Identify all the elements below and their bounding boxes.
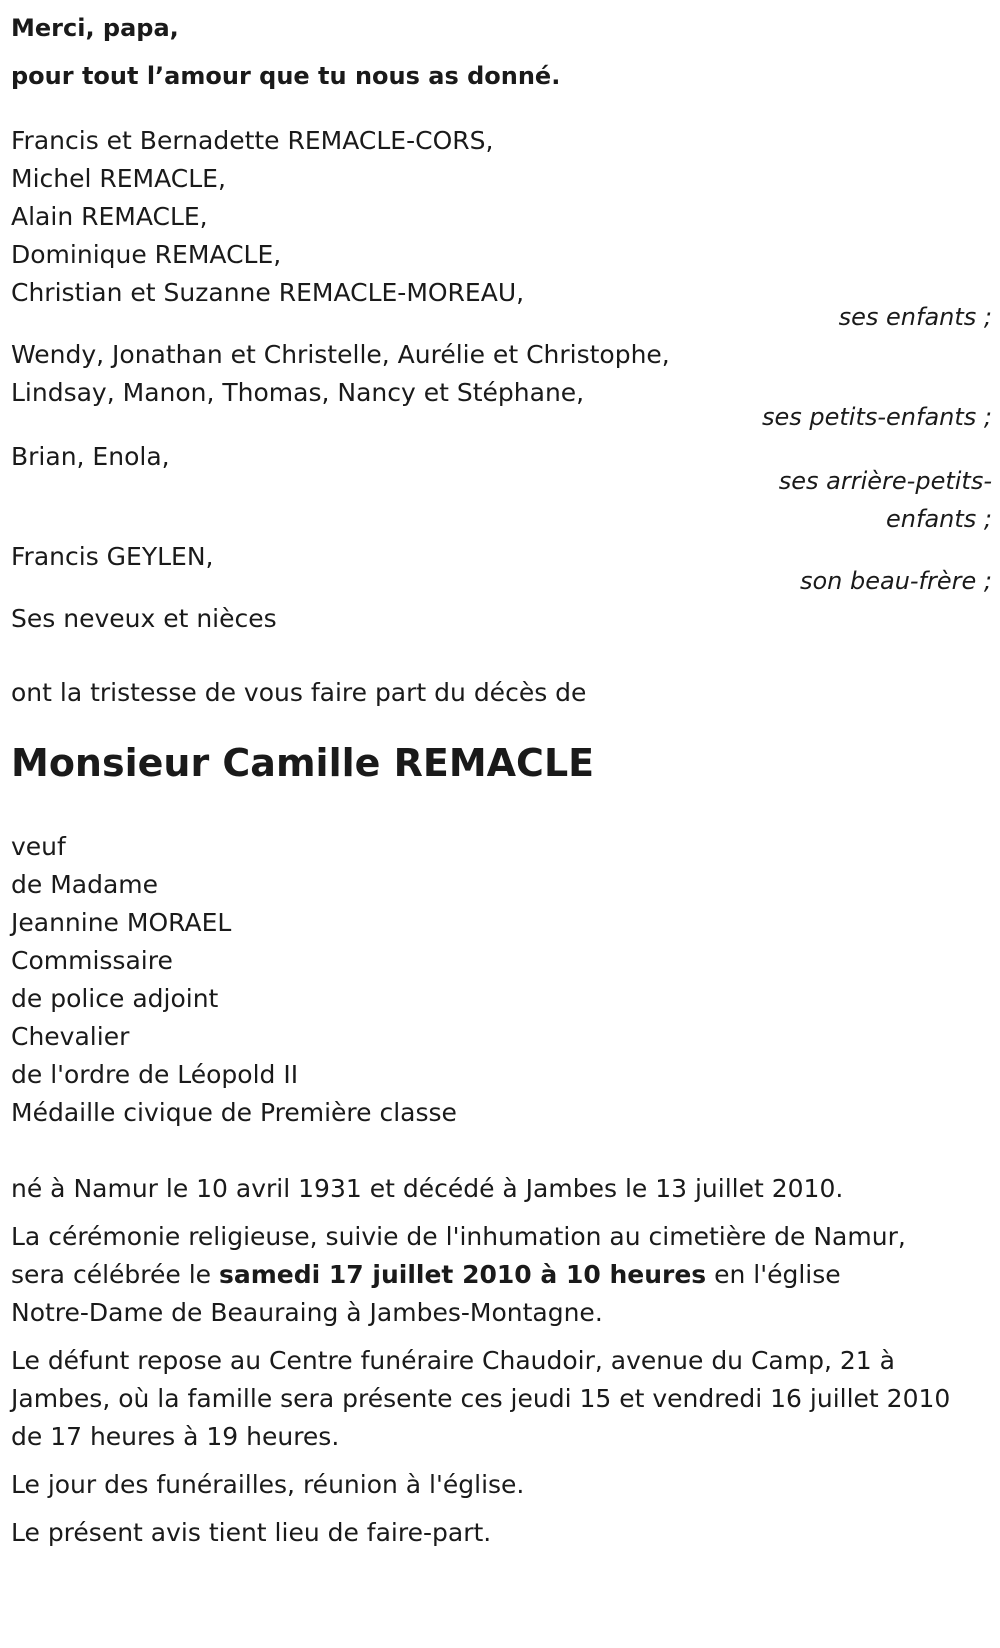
child-name: Michel REMACLE, bbox=[11, 164, 226, 193]
ceremony-date: samedi 17 juillet 2010 à 10 heures bbox=[218, 1260, 707, 1289]
repose-line-3: de 17 heures à 19 heures. bbox=[11, 1422, 340, 1451]
repose-paragraph bbox=[11, 1342, 991, 1456]
nephews-line: Ses neveux et nièces bbox=[11, 604, 277, 633]
ceremony-line-2 bbox=[11, 1256, 991, 1294]
child-name: Dominique REMACLE, bbox=[11, 240, 282, 269]
grandchild-names: Wendy, Jonathan et Christelle, Aurélie et Christophe, bbox=[11, 340, 670, 369]
repose-line-1: Le défunt repose au Centre funéraire Chaudoir, avenue du Camp, 21 à bbox=[11, 1346, 895, 1375]
great-grandchildren-relation-1: ses arrière-petits- bbox=[778, 467, 992, 495]
children-relation: ses enfants ; bbox=[838, 303, 992, 331]
grandchildren-section bbox=[11, 336, 991, 436]
detail-line: de police adjoint bbox=[11, 984, 219, 1013]
details-section bbox=[11, 828, 991, 1132]
child-name: Francis et Bernadette REMACLE-CORS, bbox=[11, 126, 494, 155]
brother-in-law-section bbox=[11, 538, 991, 600]
ceremony-paragraph bbox=[11, 1218, 991, 1332]
obituary-notice bbox=[11, 0, 991, 1552]
detail-line: de l'ordre de Léopold II bbox=[11, 1060, 299, 1089]
detail-line: Commissaire bbox=[11, 946, 173, 975]
children-section bbox=[11, 122, 991, 336]
detail-line: de Madame bbox=[11, 870, 159, 899]
detail-line: veuf bbox=[11, 832, 66, 861]
brother-in-law-relation: son beau-frère ; bbox=[799, 567, 992, 595]
ceremony-line-3: Notre-Dame de Beauraing à Jambes-Montagne. bbox=[11, 1298, 603, 1327]
intro-line-1: Merci, papa, bbox=[11, 14, 179, 42]
child-name: Alain REMACLE, bbox=[11, 202, 208, 231]
announcement-line: ont la tristesse de vous faire part du décès de bbox=[11, 678, 587, 707]
grandchild-names: Lindsay, Manon, Thomas, Nancy et Stéphane, bbox=[11, 378, 585, 407]
great-grandchild-names: Brian, Enola, bbox=[11, 442, 170, 471]
funeral-day-line: Le jour des funérailles, réunion à l'église. bbox=[11, 1470, 525, 1499]
birth-death-line: né à Namur le 10 avril 1931 et décédé à Jambes le 13 juillet 2010. bbox=[11, 1174, 844, 1203]
detail-line: Chevalier bbox=[11, 1022, 130, 1051]
child-name: Christian et Suzanne REMACLE-MOREAU, bbox=[11, 278, 525, 307]
detail-line: Jeannine MORAEL bbox=[11, 908, 232, 937]
grandchildren-relation: ses petits-enfants ; bbox=[761, 403, 992, 431]
great-grandchildren-relation-2: enfants ; bbox=[886, 505, 992, 533]
repose-line-2: Jambes, où la famille sera présente ces jeudi 15 et vendredi 16 juillet 2010 bbox=[11, 1384, 951, 1413]
ceremony-line-1: La cérémonie religieuse, suivie de l'inhumation au cimetière de Namur, bbox=[11, 1222, 906, 1251]
brother-in-law-name: Francis GEYLEN, bbox=[11, 542, 214, 571]
great-grandchildren-section bbox=[11, 438, 991, 538]
detail-line: Médaille civique de Première classe bbox=[11, 1098, 457, 1127]
intro-line-2: pour tout l’amour que tu nous as donné. bbox=[11, 62, 561, 90]
notice-line: Le présent avis tient lieu de faire-part. bbox=[11, 1518, 492, 1547]
ceremony-line-2-pre: sera célébrée le bbox=[11, 1260, 219, 1289]
deceased-name: Monsieur Camille REMACLE bbox=[11, 741, 595, 785]
ceremony-line-2-post: en l'église bbox=[706, 1260, 841, 1289]
